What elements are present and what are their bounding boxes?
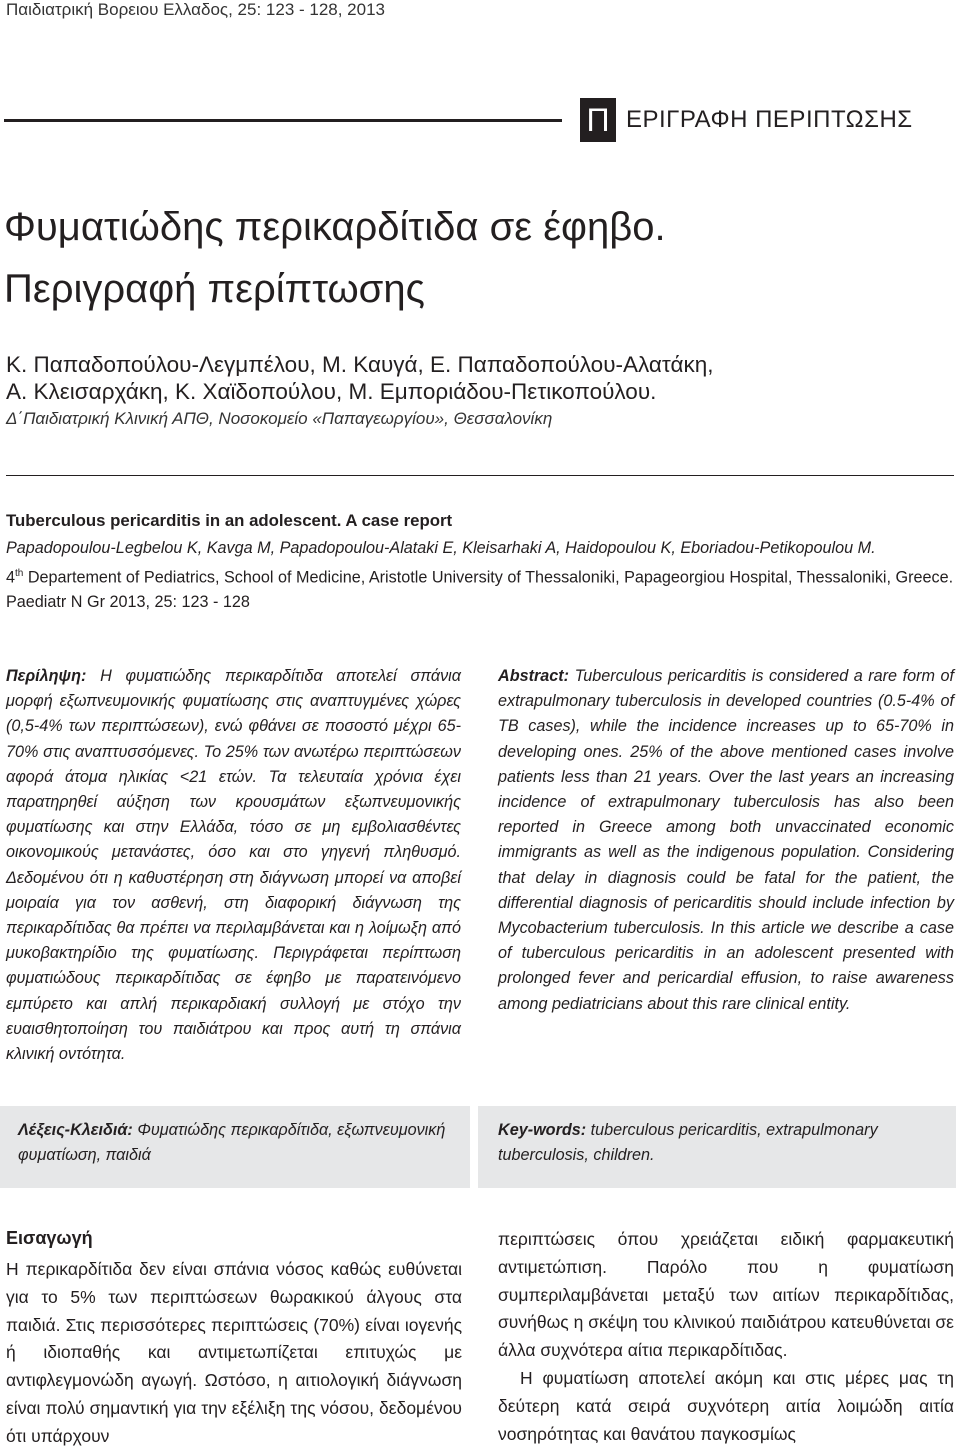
affil-text: Departement of Pediatrics, School of Medicine, Aristotle University of Thessaloniki, Papageorgiou Hospital, Thessaloniki, Greece.: [23, 568, 954, 587]
abstract-english: [498, 664, 954, 1017]
keywords-english-text: tuberculous pericarditis, extrapulmonary tuberculosis, children.: [498, 1121, 878, 1164]
affil-number: 4: [6, 568, 16, 587]
english-title: Tuberculous pericarditis in an adolescent. A case report: [6, 511, 453, 530]
section-divider: [6, 475, 954, 476]
abstract-english-label: Abstract:: [498, 667, 570, 685]
article-title-line2: Περιγραφή περίπτωσης: [4, 267, 425, 311]
abstract-greek-text: Η φυματιώδης περικαρδίτιδα αποτελεί σπάνια μορφή εξωπνευμονικής φυματίωσης στις αναπτυγμένες χώρες (0,5-4% των περιπτώσεων), ενώ φθάνει σε ποσοστό μέχρι 65-70% στις αναπτυσσόμενες. Το 25% των ανωτέρω περιπτώσεων αφορά άτομα ηλικίας <21 ετών. Τα τελευταία χρόνια έχει παρατηρηθεί αύξηση των κρουσμάτων εξωπνευμονικής φυματίωσης και στην Ελλάδα, τόσο σε μη εμβολιασθέντες οικονομικούς μετανάστες, όσο και στο γηγενή πληθυσμό. Δεδομένου ότι η καθυστέρηση στη διάγνωση μπορεί να αποβεί μοιραία για τον ασθενή, στη διαφορική διάγνωση της περικαρδίτιδας θα πρέπει να περιλαμβάνεται και η λοίμωξη από μυκοβακτηρίδιο της φυματίωσης. Περιγράφεται περίπτωση φυματιώδους περικαρδίτιδας σε έφηβο με παρατεινόμενο εμπύρετο και απλή περικαρδιακή συλλογή με στόχο την ευαισθητοποίηση του παιδιάτρου και προς αυτή τη σπάνια κλινική οντότητα.: [6, 667, 461, 1064]
abstract-english-text: Tuberculous pericarditis is considered a rare form of extrapulmonary tuberculosis in developed countries (0.5-4% of TB cases), while the incidence increases up to 65-70% in developing ones. 25% of the above mentioned cases involve patients less than 21 years. Over the last years an increasing incidence of extrapulmonary tuberculosis has also been reported in Greece among both unvaccinated economic immigrants as well as the indigenous population. Considering that delay in diagnosis could be fatal for the patient, the differential diagnosis of pericarditis should include infection by Mycobacterium tuberculosis. In this article we describe a case of tuberculous pericarditis in an adolescent presented with prolonged fever and pericardial effusion, to raise awareness among pediatricians about this rare clinical entity.: [498, 667, 954, 1013]
intro-heading: Εισαγωγή: [6, 1228, 93, 1248]
keywords-english-label: Key-words:: [498, 1121, 587, 1139]
english-authors: Papadopoulou-Legbelou K, Kavga M, Papadopoulou-Alataki E, Kleisarhaki A, Haidopoulou K, Eboriadou-Petikopoulou M.: [6, 539, 876, 557]
intro-left-text: Η περικαρδίτιδα δεν είναι σπάνια νόσος καθώς ευθύνεται για το 5% των περιπτώσεων θωρακικού άλγους στα παιδιά. Στις περισσότερες περιπτώσεις (70%) είναι ιογενής ή ιδιοπαθής και αντιμετωπίζεται επιτυχώς με αντιφλεγμονώδη αγωγή. Ωστόσο, η αιτιολογική διάγνωση είναι πολύ σημαντική για την εξέλιξη της νόσου, δεδομένου ότι υπάρχουν: [6, 1259, 462, 1446]
header-rule: [4, 119, 562, 122]
article-title-line1: Φυματιώδης περικαρδίτιδα σε έφηβο.: [4, 205, 666, 249]
authors-line2: Α. Κλεισαρχάκη, Κ. Χαϊδοπούλου, Μ. Εμποριάδου-Πετικοπούλου.: [6, 379, 657, 404]
keywords-english-box: [478, 1106, 956, 1188]
affil-superscript: th: [15, 568, 24, 579]
authors-line1: Κ. Παπαδοπούλου-Λεγμπέλου, Μ. Καυγά, Ε. Παπαδοπούλου-Αλατάκη,: [6, 352, 714, 377]
intro-left-column: [6, 1226, 462, 1451]
intro-right-column: [498, 1226, 954, 1448]
affiliation-greek: Δ΄Παιδιατρική Κλινική ΑΠΘ, Νοσοκομείο «Παπαγεωργίου», Θεσσαλονίκη: [6, 409, 553, 428]
intro-right-paragraph-1: περιπτώσεις όπου χρειάζεται ειδική φαρμακευτική αντιμετώπιση. Παρόλο που η φυματίωση συμπεριλαμβάνεται μεταξύ των αιτίων περικαρδίτιδας, συνήθως η σκέψη του κλινικού παιδιάτρου κατευθύνεται σε άλλα συχνότερα αίτια περικαρδίτιδας.: [498, 1229, 954, 1361]
keywords-greek-box: [0, 1106, 470, 1188]
english-affiliation: [6, 562, 956, 589]
citation: Paediatr N Gr 2013, 25: 123 - 128: [6, 593, 250, 612]
keywords-greek-label: Λέξεις-Κλειδιά:: [18, 1121, 133, 1139]
section-initial-box: Π: [580, 98, 616, 142]
intro-right-paragraph-2: Η φυματίωση αποτελεί ακόμη και στις μέρες μας τη δεύτερη κατά σειρά συχνότερη αιτία λοιμώδη αιτία νοσηρότητας και θανάτου παγκοσμίως: [498, 1367, 954, 1444]
keywords-greek-text: Φυματιώδης περικαρδίτιδα, εξωπνευμονική φυματίωση, παιδιά: [18, 1121, 446, 1164]
abstract-greek-label: Περίληψη:: [6, 667, 87, 685]
article-title: [4, 196, 944, 320]
authors-greek: [6, 351, 714, 405]
abstract-greek: [6, 664, 461, 1067]
section-label: ΕΡΙΓΡΑΦΗ ΠΕΡΙΠΤΩΣΗΣ: [626, 106, 913, 133]
journal-header: Παιδιατρική Βορειου Ελλαδος, 25: 123 - 128, 2013: [6, 0, 386, 19]
english-summary-block: [6, 508, 956, 614]
